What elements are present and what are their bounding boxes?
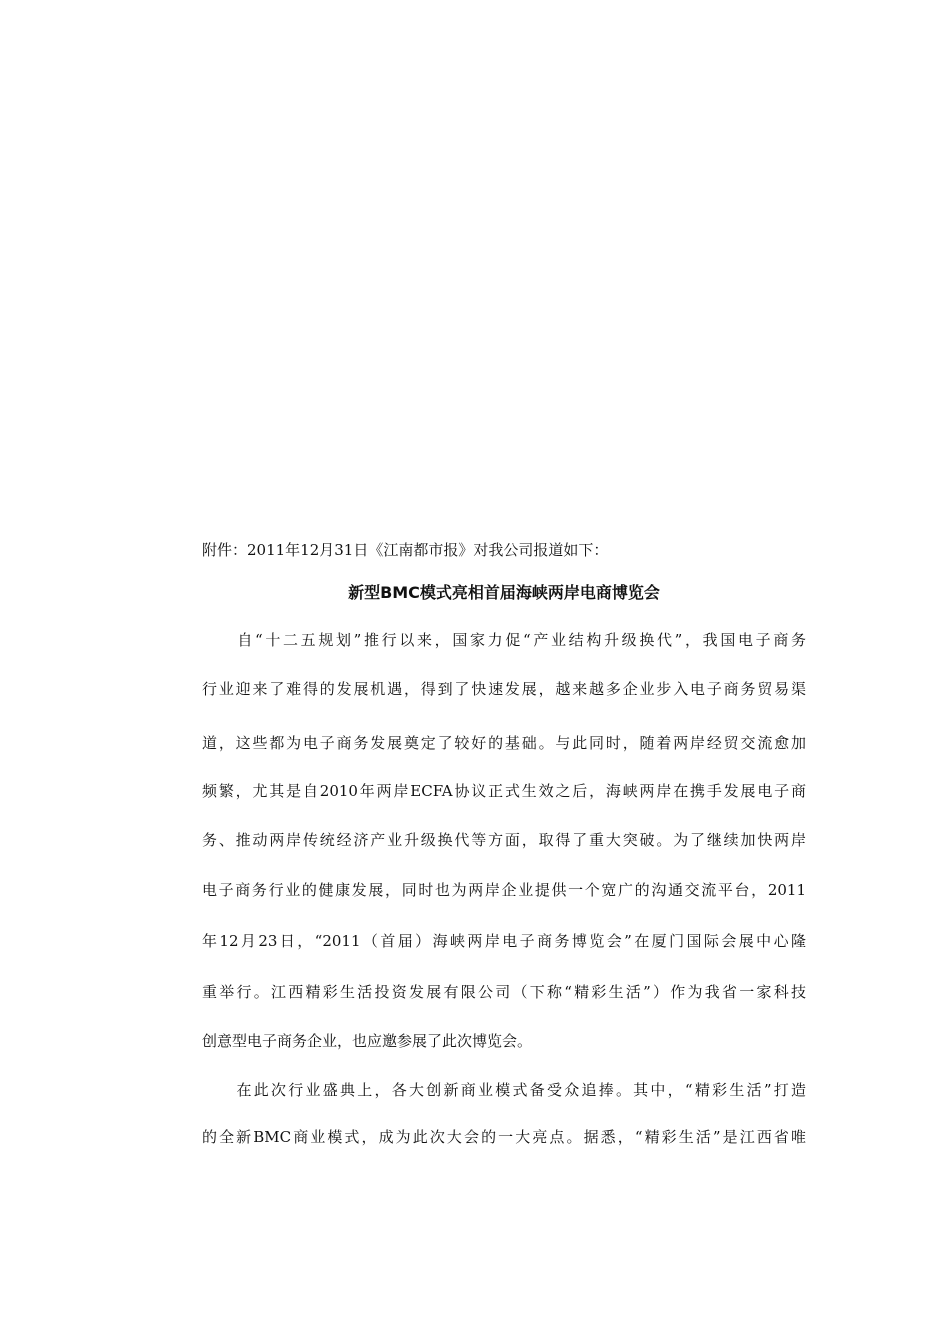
paragraph-line: 的全新BMC商业模式，成为此次大会的一大亮点。据悉，“精彩生活”是江西省唯 — [202, 1128, 806, 1146]
paragraph-line: 频繁，尤其是自2010年两岸ECFA协议正式生效之后，海峡两岸在携手发展电子商 — [202, 782, 806, 800]
attachment-line: 附件：2011年12月31日《江南都市报》对我公司报道如下： — [202, 541, 609, 559]
paragraph-line: 务、推动两岸传统经济产业升级换代等方面，取得了重大突破。为了继续加快两岸 — [202, 831, 806, 849]
paragraph-line: 创意型电子商务企业，也应邀参展了此次博览会。 — [202, 1032, 533, 1050]
paragraph-line: 在此次行业盛典上，各大创新商业模式备受众追捧。其中，“精彩生活”打造 — [202, 1081, 806, 1099]
paragraph-line: 道，这些都为电子商务发展奠定了较好的基础。与此同时，随着两岸经贸交流愈加 — [202, 734, 806, 752]
article-title: 新型BMC模式亮相首届海峡两岸电商博览会 — [348, 583, 660, 602]
paragraph-line: 年12月23日，“2011（首届）海峡两岸电子商务博览会”在厦门国际会展中心隆 — [202, 932, 806, 950]
paragraph-line: 重举行。江西精彩生活投资发展有限公司（下称“精彩生活”）作为我省一家科技 — [202, 983, 806, 1001]
paragraph-line: 电子商务行业的健康发展，同时也为两岸企业提供一个宽广的沟通交流平台，2011 — [202, 881, 806, 899]
paragraph-line: 自“十二五规划”推行以来，国家力促“产业结构升级换代”，我国电子商务 — [202, 631, 806, 649]
paragraph-line: 行业迎来了难得的发展机遇，得到了快速发展，越来越多企业步入电子商务贸易渠 — [202, 680, 806, 698]
